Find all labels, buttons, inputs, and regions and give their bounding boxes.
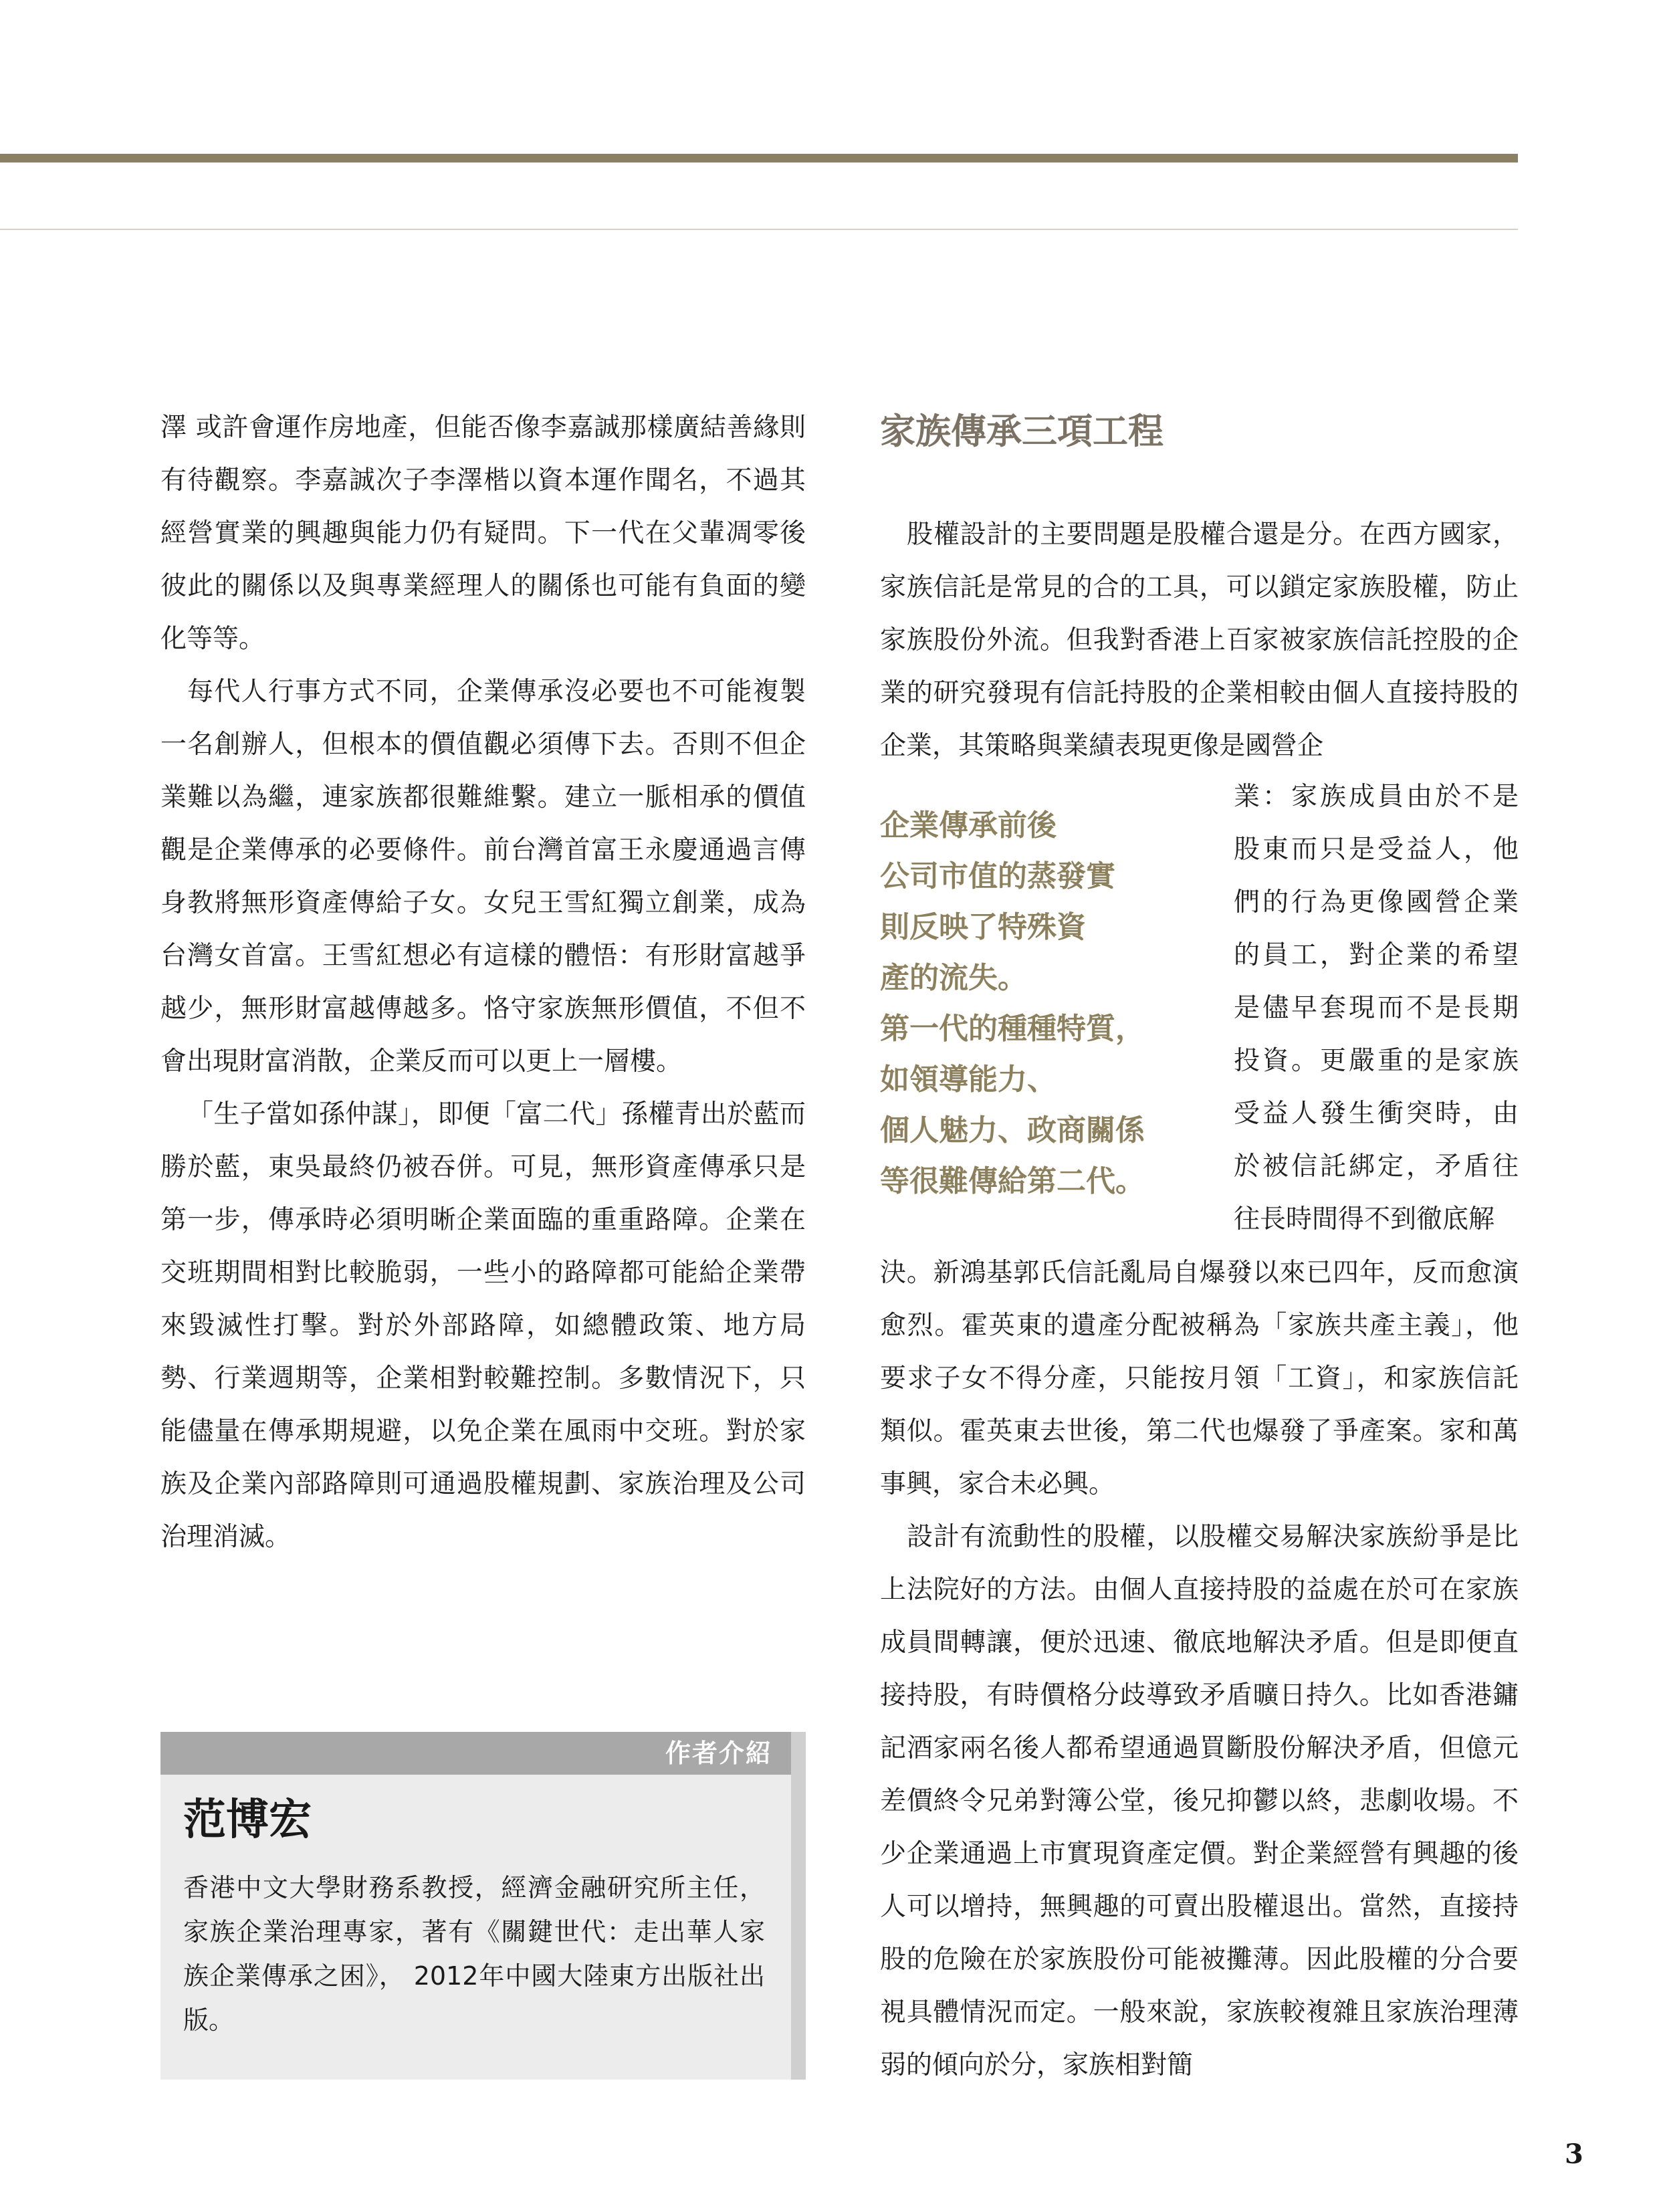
left-column [160,401,806,1563]
section-heading: 家族傳承三項工程 [880,411,1164,452]
right-column-wrap [1234,770,1519,1246]
pull-quote-line: 企業傳承前後 [880,808,1057,843]
right-paragraph-2: 設計有流動性的股權，以股權交易解決家族紛爭是比上法院好的方法。由個人直接持股的益處在於可在家族成員間轉讓，便於迅速、徹底地解決矛盾。但是即便直接持股，有時價格分歧導致矛盾曠日持久。比如香港鏞記酒家兩名後人都希望通過買斷股份解決矛盾，但億元差價終令兄弟對簿公堂，後兄抑鬱以終，悲劇收場。不少企業通過上市實現資產定價。對企業經營有興趣的後人可以增持，無興趣的可賣出股權退出。當然，直接持股的危險在於家族股份可能被攤薄。因此股權的分合要視具體情況而定。一般來說，家族較複雜且家族治理薄弱的傾向於分，家族相對簡 [880,1522,1519,2080]
author-bio: 香港中文大學財務系教授，經濟金融研究所主任，家族企業治理專家，著有《關鍵世代：走出華人家族企業傳承之困》， 2012年中國大陸東方出版社出版。 [183,1873,765,2035]
right-paragraph-1-continued: 業：家族成員由於不是股東而只是受益人，他們的行為更像國營企業的員工，對企業的希望是儘早套現而不是長期投資。更嚴重的是家族受益人發生衝突時，由於被信託綁定，矛盾往往長時間得不到徹底解 [1234,782,1519,1234]
pull-quote-line: 則反映了特殊資 [880,910,1086,944]
header-rule-thin [0,229,1518,230]
right-paragraph-1: 股權設計的主要問題是股權合還是分。在西方國家，家族信託是常見的合的工具，可以鎖定家族股權，防止家族股份外流。但我對香港上百家被家族信託控股的企業的研究發現有信託持股的企業相較由個人直接持股的企業，其策略與業績表現更像是國營企 [880,520,1519,761]
author-box [160,1732,806,2080]
right-column-top [880,508,1519,772]
left-paragraph-3: 「生子當如孫仲謀」，即便「富二代」孫權青出於藍而勝於藍，東吳最終仍被吞併。可見，無形資產傳承只是第一步，傳承時必須明晰企業面臨的重重路障。企業在交班期間相對比較脆弱，一些小的路障都可能給企業帶來毀滅性打擊。對於外部路障，如總體政策、地方局勢、行業週期等，企業相對較難控制。多數情況下，只能儘量在傳承期規避，以免企業在風雨中交班。對於家族及企業內部路障則可通過股權規劃、家族治理及公司治理消滅。 [160,1099,806,1552]
pull-quote-line: 產的流失。 [880,961,1027,995]
page-number: 3 [1565,2138,1583,2170]
pull-quote-line: 等很難傳給第二代。 [880,1164,1145,1198]
author-name: 范博宏 [183,1795,312,1845]
pull-quote [880,800,1228,1207]
pull-quote-line: 公司市值的蒸發實 [880,859,1115,893]
author-box-stripe [791,1732,806,2080]
right-paragraph-1-end: 決。新鴻基郭氏信託亂局自爆發以來已四年，反而愈演愈烈。霍英東的遺產分配被稱為「家族共產主義」，他要求子女不得分產，只能按月領「工資」，和家族信託類似。霍英東去世後，第二代也爆發了爭產案。家和萬事興，家合未必興。 [880,1258,1519,1499]
pull-quote-line: 第一代的種種特質， [880,1012,1145,1046]
right-column-bottom [880,1246,1519,2092]
pull-quote-line: 如領導能力、 [880,1063,1057,1097]
left-paragraph-2: 每代人行事方式不同，企業傳承沒必要也不可能複製一名創辦人，但根本的價值觀必須傳下去。否則不但企業難以為繼，連家族都很難維繫。建立一脈相承的價值觀是企業傳承的必要條件。前台灣首富王永慶通過言傳身教將無形資產傳給子女。女兒王雪紅獨立創業，成為台灣女首富。王雪紅想必有這樣的體悟：有形財富越爭越少，無形財富越傳越多。恪守家族無形價值，不但不會出現財富消散，企業反而可以更上一層樓。 [160,677,806,1077]
header-rule-thick [0,154,1518,162]
pull-quote-line: 個人魅力、政商關係 [880,1113,1145,1147]
left-paragraph-1: 澤 或許會運作房地產，但能否像李嘉誠那樣廣結善緣則有待觀察。李嘉誠次子李澤楷以資本運作聞名，不過其經營實業的興趣與能力仍有疑問。下一代在父輩凋零後彼此的關係以及與專業經理人的關係也可能有負面的變化等等。 [160,413,806,654]
author-label: 作者介紹 [665,1739,772,1768]
